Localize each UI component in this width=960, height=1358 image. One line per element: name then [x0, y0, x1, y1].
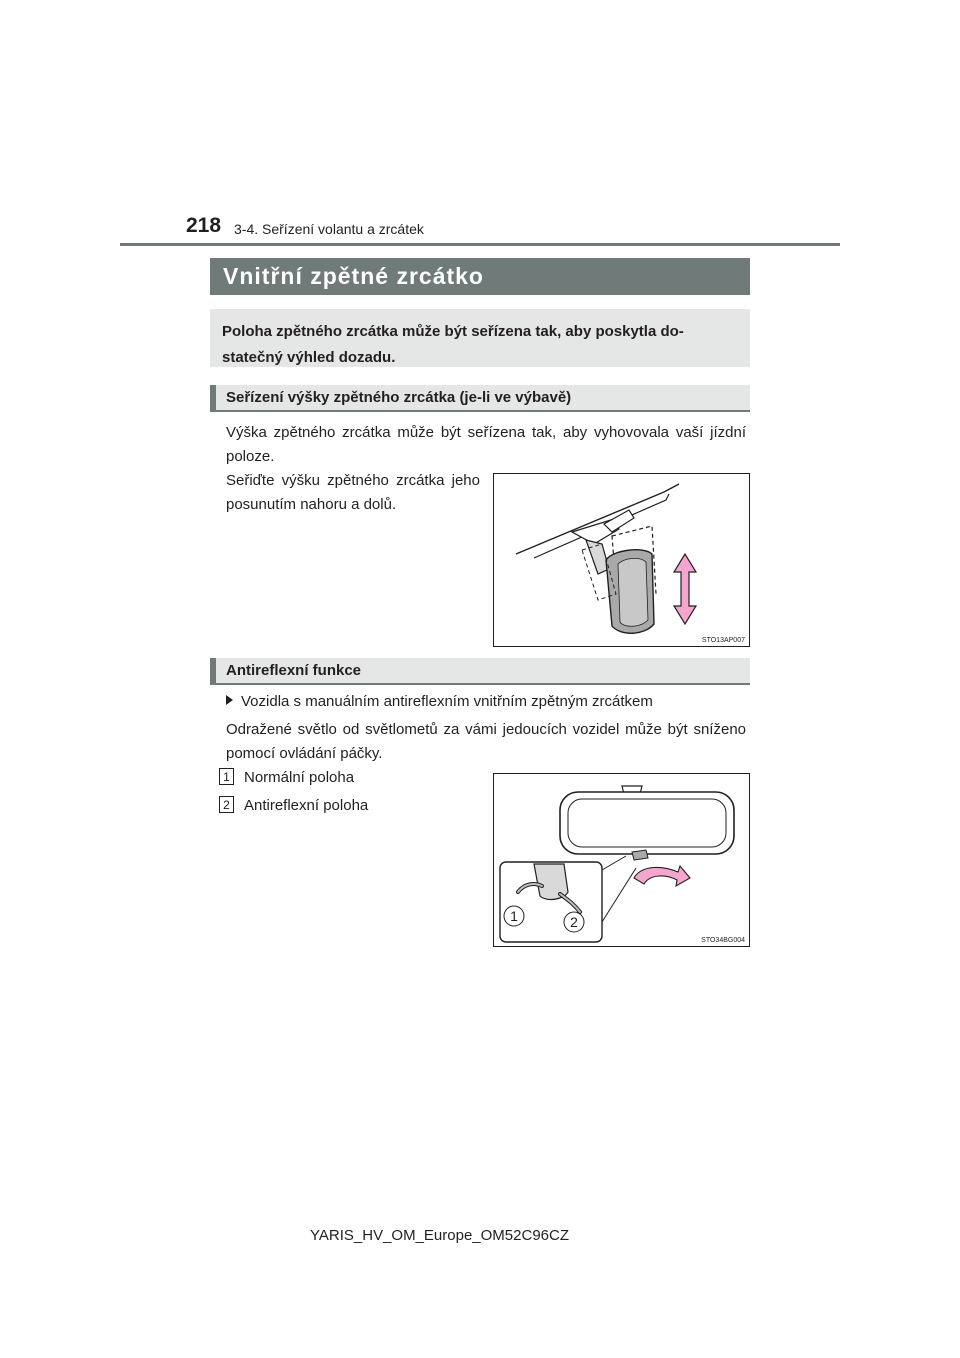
number-badge: 2 — [219, 796, 234, 813]
list-item — [219, 766, 354, 790]
figure-code: STO34BG004 — [701, 937, 745, 944]
page-number: 218 — [186, 214, 222, 237]
triangle-bullet-icon — [226, 695, 233, 705]
callout-2: 2 — [570, 914, 578, 930]
section1-instruction: Seřiďte výšku zpětného zrcátka jeho posunutím nahoru a dolů. — [226, 472, 480, 513]
antiglare-mirror-illustration — [494, 774, 749, 946]
section1-paragraph: Výška zpětného zrcátka může být seřízena tak, aby vyhovovala vaší jízdní poloze. — [226, 424, 746, 465]
section2-paragraph: Odražené světlo od světlometů za vámi jedoucích vozidel může být sníženo pomocí ovládání páčky. — [226, 721, 746, 762]
bullet-item — [226, 690, 653, 714]
list-item-label: Antireflexní poloha — [244, 797, 369, 814]
header-rule — [120, 243, 840, 246]
figure-mirror-height — [493, 473, 750, 647]
intro-box — [210, 309, 750, 367]
section-heading-antiglare: Antireflexní funkce — [210, 658, 750, 685]
callout-1: 1 — [510, 908, 518, 924]
bullet-text: Vozidla s manuálním antireflexním vnitřním zpětným zrcátkem — [241, 693, 653, 710]
section-heading-height: Seřízení výšky zpětného zrcátka (je-li ve výbavě) — [210, 385, 750, 412]
figure-code: STO13AP007 — [701, 637, 745, 644]
figure-antiglare-lever — [493, 773, 750, 947]
number-badge: 1 — [219, 768, 234, 785]
page-title: Vnitřní zpětné zrcátko — [210, 258, 750, 295]
list-item — [219, 794, 368, 818]
mirror-height-illustration — [494, 474, 749, 646]
list-item-label: Normální poloha — [244, 769, 355, 786]
intro-text: Poloha zpětného zrcátka může být seřízena tak, aby poskytla do-statečný výhled dozadu. — [222, 323, 684, 366]
chapter-title: 3-4. Seřízení volantu a zrcátek — [234, 221, 424, 237]
footer-doc-id: YARIS_HV_OM_Europe_OM52C96CZ — [310, 1227, 569, 1244]
